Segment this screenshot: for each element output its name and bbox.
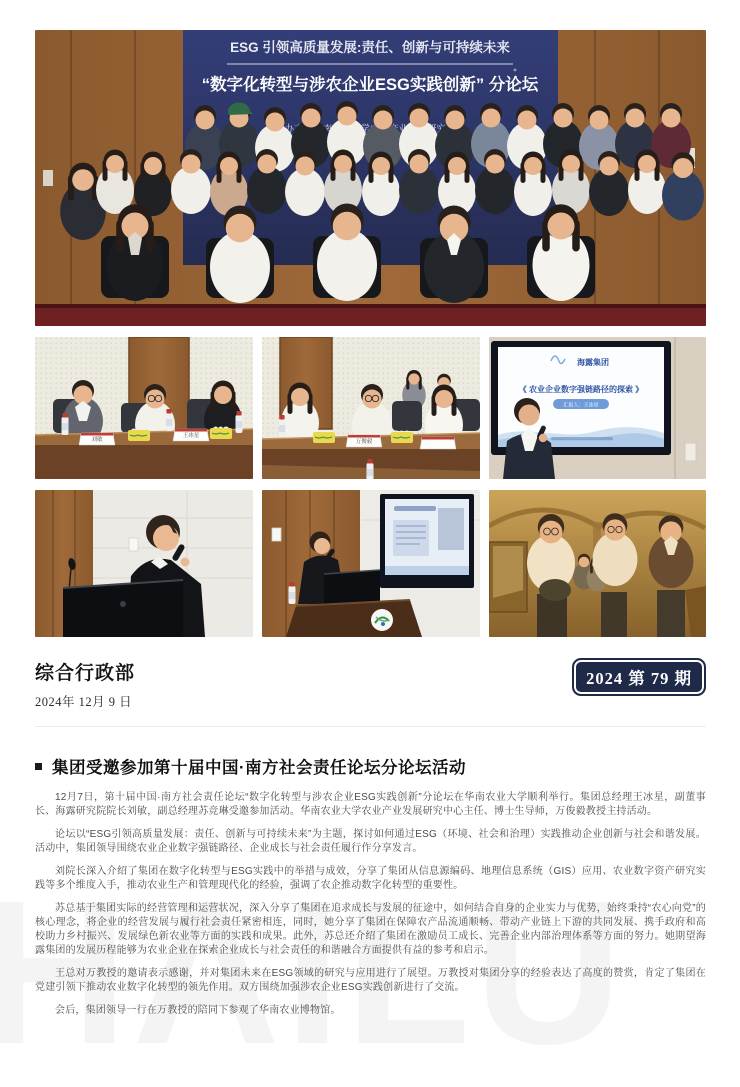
name-card-text: 万俊毅 [355,439,373,445]
issue-meta-row [35,658,706,710]
roundtable-photo-center [262,337,480,479]
headline-bullet [35,763,42,770]
photo-row-speeches [35,490,706,637]
paragraph: 论坛以“ESG引领高质量发展：责任、创新与可持续未来”为主题，探讨如何通过ESG（环境、社会和治理）实践推动企业创新与社会和谐发展。活动中，集团领导围绕农业企业数字强链路径、企业成长与社会责任履行作分享发言。 [35,829,706,854]
red-carpet [35,308,706,326]
podium [286,600,422,637]
floor-edge [35,304,706,308]
wall-switch [129,538,138,551]
monitor [63,580,183,637]
article-headline-row [35,754,706,778]
name-card [79,433,115,445]
slide-logo-text: 海露集团 [577,358,609,367]
slide-title: 《 农业企业数字强链路径的探索 》 [518,385,644,394]
name-card [173,429,209,441]
banner-forum-title: “数字化转型与涉农企业ESG实践创新” 分论坛 [201,76,539,94]
group-photo-scene [35,30,706,326]
wall-outlet [43,170,53,186]
paragraph: 12月7日，第十届中国·南方社会责任论坛“数字化转型与涉农企业ESG实践创新”分论坛在华南农业大学顺利举行。集团总经理王冰星，副董事长、海露研究院院长刘敏，副总经理苏竞琳受邀参加活动。华南农业大学农业产业发展研究中心主任、博士生导师，万俊毅教授主持活动。 [35,792,706,817]
museum-visit-photo [489,490,706,637]
group-photo [35,30,706,326]
department-name: 综合行政部 [35,663,136,684]
name-card-text: 王冰星 [182,433,200,439]
name-card [346,435,382,447]
name-card [420,437,456,449]
wall-switch [272,528,281,541]
wall-screen [380,494,474,588]
slide-presenter: 汇报人：王冰星 [563,402,599,409]
issue-date: 2024年 12月 9 日 [35,695,133,709]
paragraph: 刘院长深入介绍了集团在数字化转型与ESG实践中的举措与成效，分享了集团从信息源编码、地理信息系统（GIS）应用、农业数字资产研究实践等多个维度入手，推动农业生产和管理现代化的经验，强调了农企推动数字化转型的重要性。 [35,866,706,891]
paragraph: 会后，集团领导一行在万教授的陪同下参观了华南农业博物馆。 [55,1005,341,1016]
section-divider [35,726,706,727]
article-body [35,791,706,1018]
speaker-closeup-photo [35,490,253,637]
roundtable-photo-left [35,337,253,479]
paragraph: 王总对万教授的邀请表示感谢，并对集团未来在ESG领域的研究与应用进行了展望。万教授对集团分享的经验表达了高度的赞赏，肯定了集团在党建引领下推动农业数字化转型的领先作用。双方围绕加强涉农企业ESG实践创新进行了交流。 [35,968,706,993]
banner-theme-line: ESG 引领高质量发展:责任、创新与可持续未来 [230,40,510,55]
article-headline: 集团受邀参加第十届中国·南方社会责任论坛分论坛活动 [52,759,466,777]
presentation-photo [489,337,706,479]
paragraph: 苏总基于集团实际的经营管理和运营状况，深入分享了集团在追求成长与发展的征途中，如何结合自身的企业实力与优势，始终秉持“农心向党”的核心理念，将企业的经营发展与履行社会责任紧密相连，同时，她分享了集团在保障农产品流通顺畅、带动产业链上下游的共同发展、携手政府和高校助力乡村振兴、发展绿色新农业等方面的实践和成果。此外，苏总还介绍了集团在激励员工成长、完善企业内部治理体系等方面的努力。她期望海露集团的发展历程能够为农业企业在探索企业成长与社会责任的和谐融合方面提供有益的参考和启示。 [35,903,706,956]
newsletter-page [0,30,740,1018]
wall-box [685,443,696,461]
photo-row-roundtable [35,337,706,479]
department-block [35,658,135,710]
podium-photo [262,490,480,637]
name-card-text: 刘敏 [91,437,103,443]
issue-number-badge: 2024 第 79 期 [572,658,706,696]
